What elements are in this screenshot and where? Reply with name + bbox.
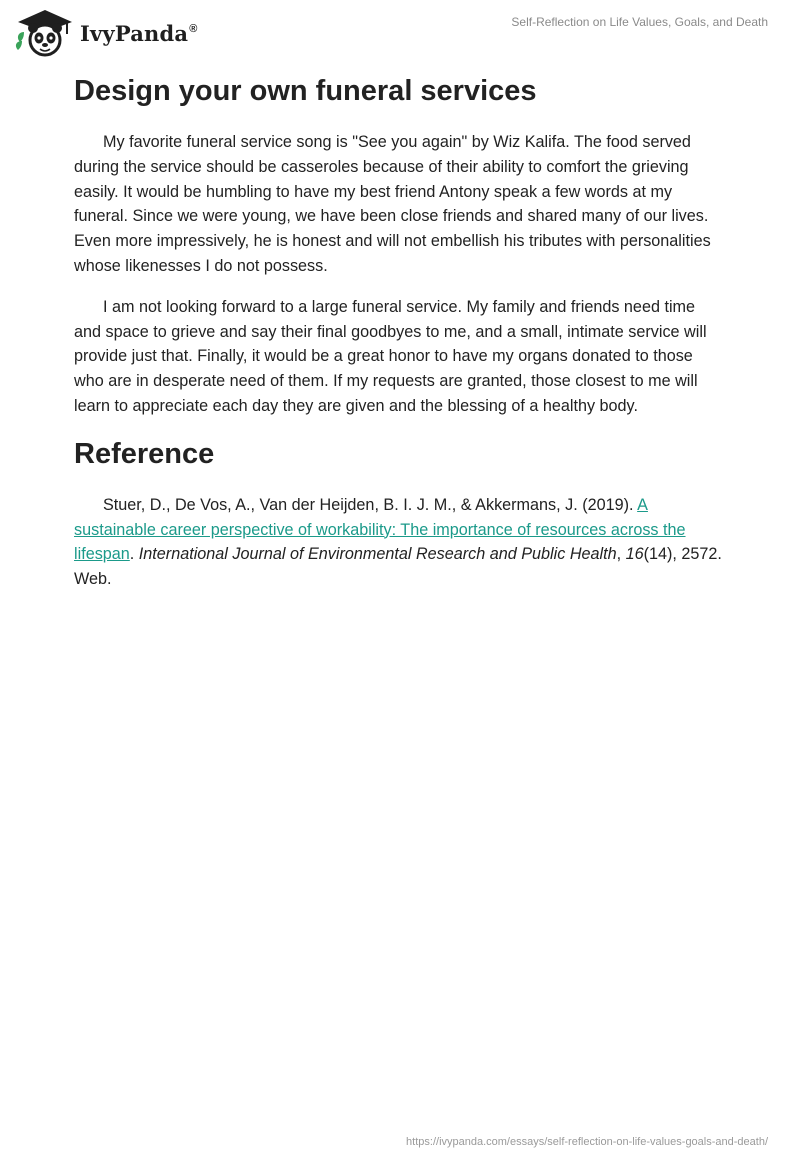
essay-content	[74, 72, 724, 608]
reference-entry: Stuer, D., De Vos, A., Van der Heijden, B. I. J. M., & Akkermans, J. (2019). A sustainable career perspective of workability: The importance of resources across the lifespan. International Journal of Environmental Research and Public Health, 16(14), 2572. Web.	[74, 495, 722, 589]
ivypanda-logo[interactable]	[14, 8, 198, 58]
section-heading-funeral: Design your own funeral services	[74, 75, 537, 107]
reference-title-link[interactable]: A sustainable career perspective of workability: The importance of resources across the lifespan	[74, 495, 686, 564]
paragraph-1: My favorite funeral service song is "See you again" by Wiz Kalifa. The food served during the service should be casseroles because of their ability to comfort the grieving easily. It would be humbling to have my best friend Antony speak a few words at my funeral. Since we were young, we have been close friends and shared many of our lives. Even more impressively, he is honest and will not embellish his tributes with personalities whose likenesses I do not possess.	[74, 133, 711, 275]
running-header-title: Self-Reflection on Life Values, Goals, and Death	[511, 15, 768, 29]
reference-issue-pages: (14), 2572. Web.	[74, 545, 722, 589]
section-heading-reference: Reference	[74, 437, 215, 470]
panda-graduate-icon	[14, 8, 76, 58]
reference-volume: 16	[625, 545, 644, 564]
paragraph-2: I am not looking forward to a large funeral service. My family and friends need time and space to grieve and say their final goodbyes to me, and a small, intimate service will provide just that. Finally, it would be a great honor to have my organs donated to those who are in desperate need of them. If my requests are granted, those closest to me will learn to appreciate each day they are given and the blessing of a healthy body.	[74, 297, 707, 415]
logo-wordmark: IvyPanda®	[80, 20, 198, 46]
footer-source-url[interactable]: https://ivypanda.com/essays/self-reflection-on-life-values-goals-and-death/	[406, 1136, 768, 1148]
reference-authors: Stuer, D., De Vos, A., Van der Heijden, B. I. J. M., & Akkermans, J. (2019).	[103, 495, 638, 514]
reference-journal: International Journal of Environmental Research and Public Health	[138, 545, 617, 564]
